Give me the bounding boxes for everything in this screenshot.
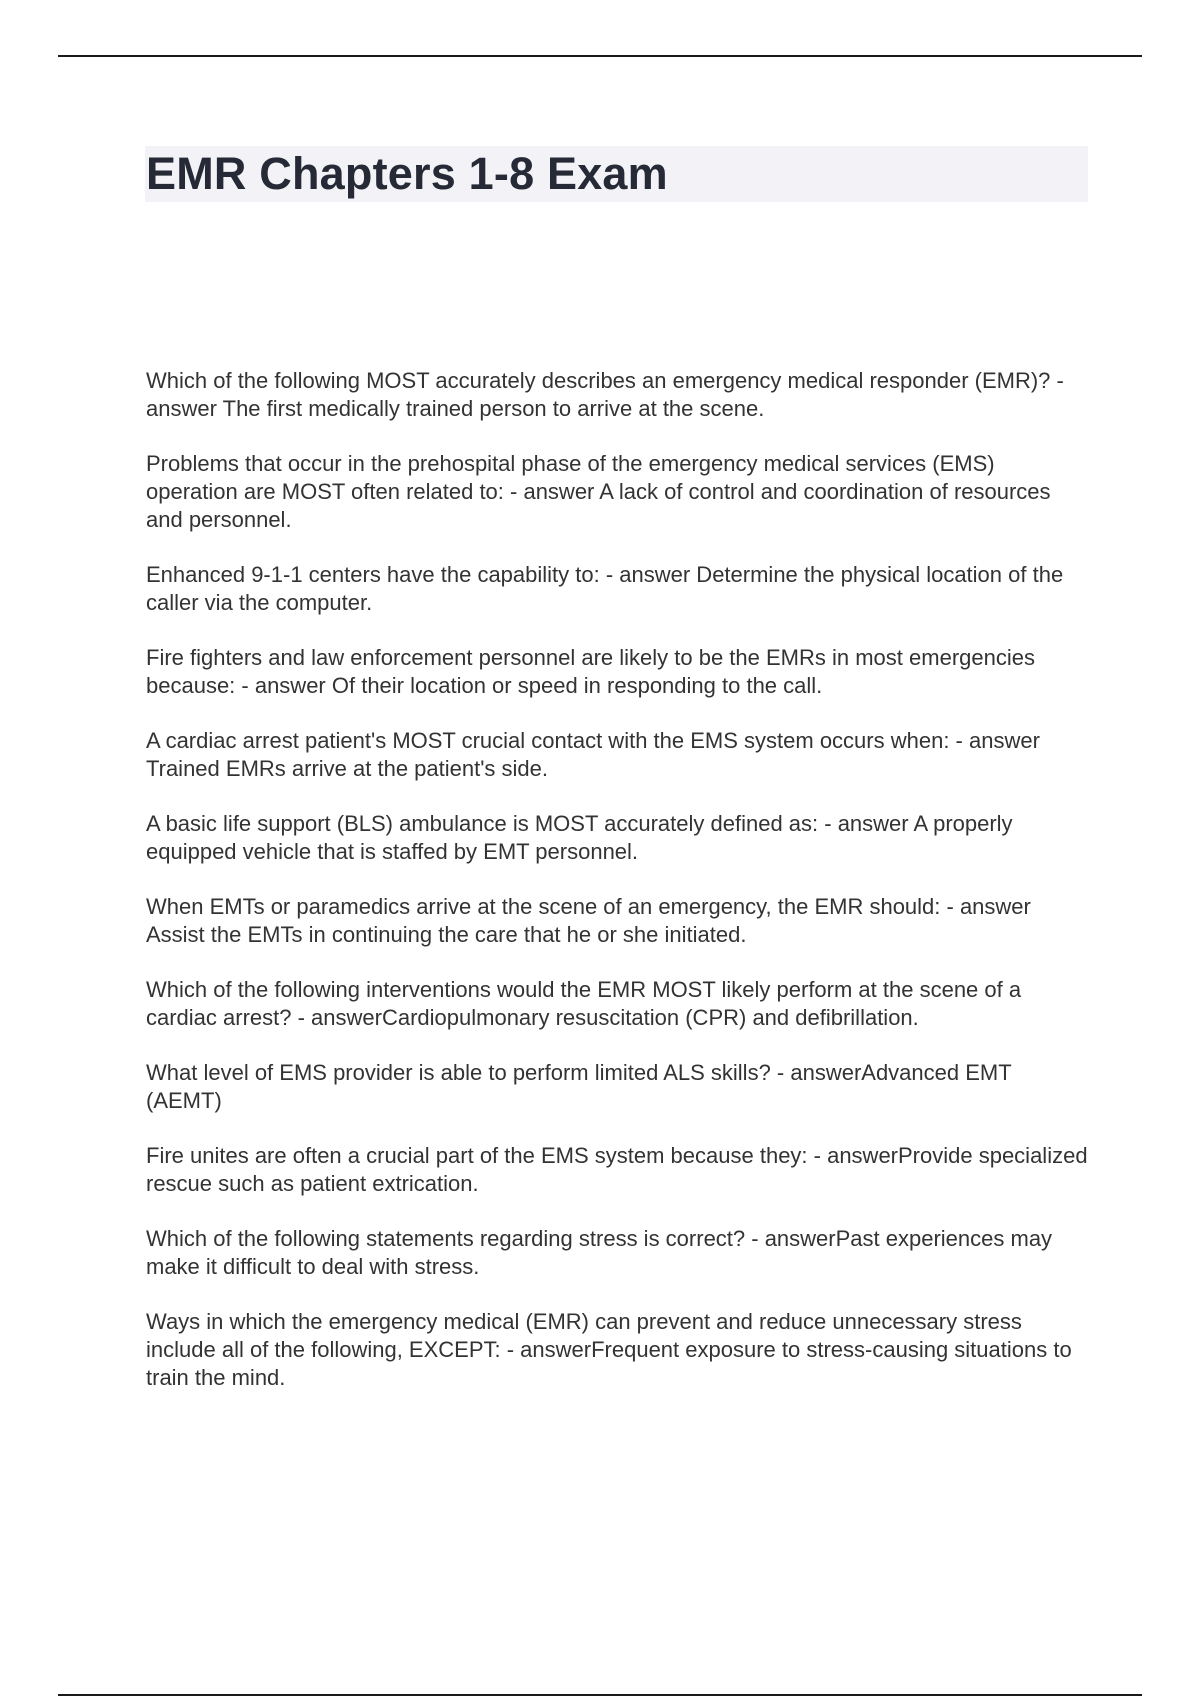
question-answer-list: [146, 367, 1091, 1419]
qa-item: Enhanced 9-1-1 centers have the capability to: - answer Determine the physical location of the caller via the computer.: [146, 562, 1064, 615]
qa-item: A cardiac arrest patient's MOST crucial contact with the EMS system occurs when: - answer Trained EMRs arrive at the patient's side.: [146, 728, 1040, 781]
qa-item: Which of the following interventions would the EMR MOST likely perform at the scene of a cardiac arrest? - answerCardiopulmonary resuscitation (CPR) and defibrillation.: [146, 977, 1022, 1030]
qa-item: Fire unites are often a crucial part of the EMS system because they: - answerProvide specialized rescue such as patient extrication.: [146, 1143, 1088, 1196]
top-divider: [58, 55, 1142, 57]
qa-item: Which of the following MOST accurately describes an emergency medical responder (EMR)? - answer The first medically trained person to arrive at the scene.: [146, 368, 1064, 421]
qa-item: Fire fighters and law enforcement personnel are likely to be the EMRs in most emergencies because: - answer Of their location or speed in responding to the call.: [146, 645, 1035, 698]
qa-item: Problems that occur in the prehospital phase of the emergency medical services (EMS) operation are MOST often related to: - answer A lack of control and coordination of resources and personnel.: [146, 451, 1051, 532]
qa-item: What level of EMS provider is able to perform limited ALS skills? - answerAdvanced EMT (AEMT): [146, 1060, 1012, 1113]
qa-item: Ways in which the emergency medical (EMR) can prevent and reduce unnecessary stress include all of the following, EXCEPT: - answerFrequent exposure to stress-causing situations to train the mind.: [146, 1309, 1072, 1390]
page-title: EMR Chapters 1-8 Exam: [146, 148, 668, 199]
qa-item: Which of the following statements regarding stress is correct? - answerPast experiences may make it difficult to deal with stress.: [146, 1226, 1053, 1279]
qa-item: A basic life support (BLS) ambulance is MOST accurately defined as: - answer A properly equipped vehicle that is staffed by EMT personnel.: [146, 811, 1013, 864]
qa-item: When EMTs or paramedics arrive at the scene of an emergency, the EMR should: - answer Assist the EMTs in continuing the care that he or she initiated.: [146, 894, 1031, 947]
bottom-divider: [58, 1694, 1142, 1696]
